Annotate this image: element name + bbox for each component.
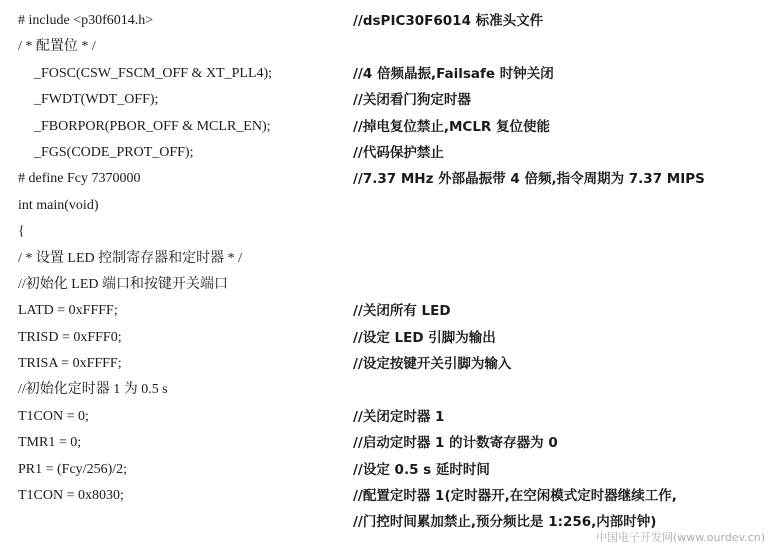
- code-comment: //启动定时器 1 的计数寄存器为 0: [353, 435, 558, 452]
- code-line: [0, 219, 771, 245]
- code-text: PR1 = (Fcy/256)/2;: [18, 461, 128, 477]
- code-line: [0, 298, 771, 324]
- code-text: _FBORPOR(PBOR_OFF & MCLR_EN);: [34, 118, 271, 134]
- code-comment: //设定 0.5 s 延时时间: [353, 461, 490, 478]
- code-line: [0, 457, 771, 483]
- code-listing: [0, 8, 771, 536]
- code-text: # include <p30f6014.h>: [18, 13, 154, 28]
- watermark: 中国电子开发网(www.ourdev.cn): [595, 531, 765, 544]
- code-line: [0, 430, 771, 456]
- code-line: [0, 8, 771, 34]
- code-line: [0, 351, 771, 377]
- code-comment: //代码保护禁止: [353, 144, 444, 161]
- code-text: _FWDT(WDT_OFF);: [34, 92, 159, 108]
- code-line: [0, 246, 771, 272]
- code-text: T1CON = 0x8030;: [18, 488, 124, 504]
- code-line: [0, 61, 771, 87]
- code-text: TRISD = 0xFFF0;: [18, 329, 122, 345]
- code-text: _FGS(CODE_PROT_OFF);: [34, 144, 194, 160]
- code-text: TMR1 = 0;: [18, 435, 82, 451]
- code-line: [0, 114, 771, 140]
- code-text: _FOSC(CSW_FSCM_OFF & XT_PLL4);: [34, 65, 273, 81]
- code-line: [0, 404, 771, 430]
- code-text: / * 设置 LED 控制寄存器和定时器 * /: [18, 250, 242, 266]
- code-comment: //关闭看门狗定时器: [353, 92, 471, 109]
- code-comment: //4 倍频晶振,Failsafe 时钟关闭: [353, 65, 554, 82]
- code-comment: //设定 LED 引脚为输出: [353, 329, 496, 346]
- code-line: [0, 325, 771, 351]
- code-comment: //设定按键开关引脚为输入: [353, 356, 512, 373]
- code-text: int main(void): [18, 197, 99, 213]
- code-comment: //关闭定时器 1: [353, 408, 445, 425]
- code-text: {: [18, 224, 25, 240]
- code-text: / * 配置位 * /: [18, 39, 96, 55]
- code-line: [0, 377, 771, 403]
- code-text: //初始化 LED 端口和按键开关端口: [18, 276, 228, 292]
- code-text: LATD = 0xFFFF;: [18, 303, 118, 319]
- code-text: # define Fcy 7370000: [18, 171, 141, 187]
- code-text: //初始化定时器 1 为 0.5 s: [18, 382, 168, 398]
- code-comment: //掉电复位禁止,MCLR 复位使能: [353, 118, 551, 135]
- code-comment: //dsPIC30F6014 标准头文件: [353, 13, 544, 29]
- code-comment: //门控时间累加禁止,预分频比是 1:256,内部时钟): [353, 514, 657, 531]
- code-text: T1CON = 0;: [18, 408, 89, 424]
- code-comment: //配置定时器 1(定时器开,在空闲模式定时器继续工作,: [353, 488, 677, 505]
- code-text: TRISA = 0xFFFF;: [18, 356, 122, 372]
- code-line: [0, 193, 771, 219]
- code-line: [0, 34, 771, 60]
- code-line: [0, 483, 771, 509]
- code-comment: //7.37 MHz 外部晶振带 4 倍频,指令周期为 7.37 MIPS: [353, 171, 705, 188]
- code-line: [0, 272, 771, 298]
- code-comment: //关闭所有 LED: [353, 303, 451, 320]
- code-line: [0, 87, 771, 113]
- code-line: [0, 166, 771, 192]
- code-line: [0, 140, 771, 166]
